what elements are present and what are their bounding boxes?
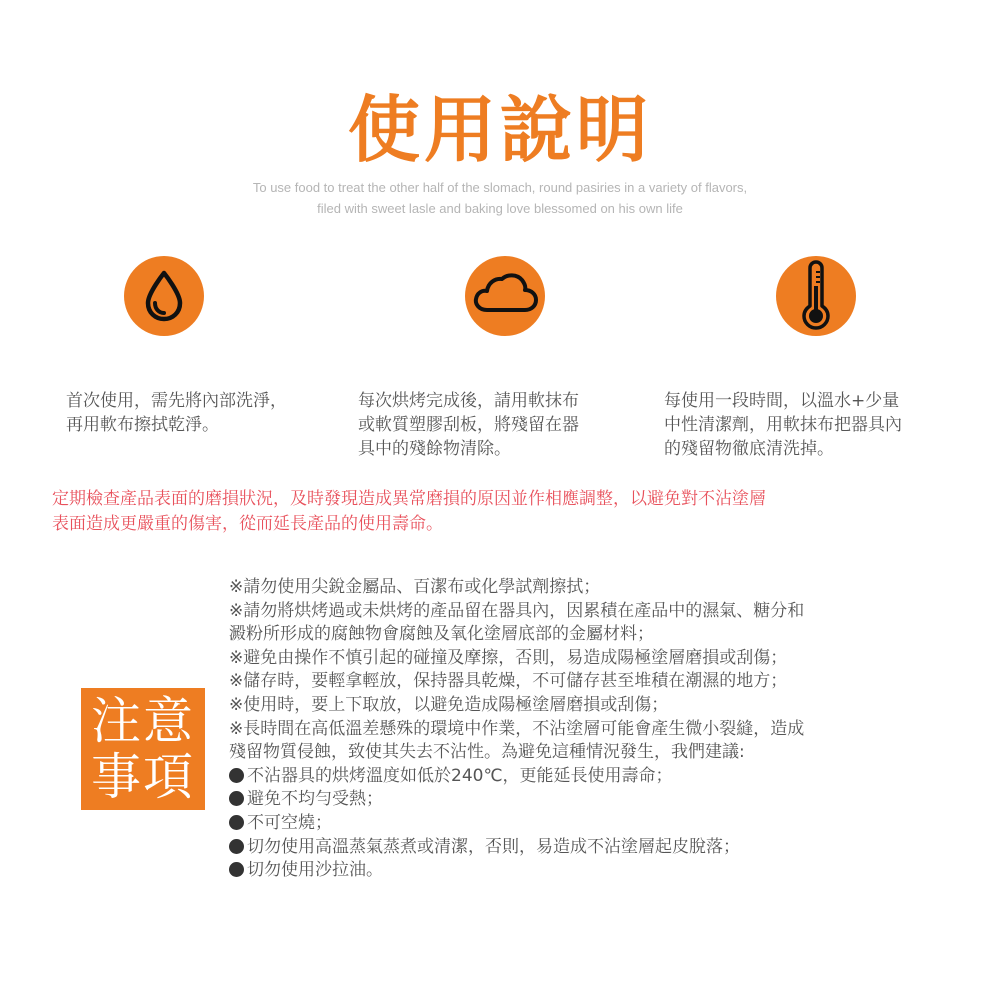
instruction-line: 的殘留物徹底清洗掉。 [664,439,834,459]
instruction-line: 每使用一段時間，以溫水+少量 [664,391,900,411]
bullet-icon [229,815,244,830]
bullet-text: 不沾器具的烘烤溫度如低於240℃，更能延長使用壽命； [247,765,673,786]
instruction-column-1 [66,389,287,437]
bullet-item [229,836,979,860]
notice-line: ※避免由操作不慎引起的碰撞及摩擦，否則，易造成陽極塗層磨損或刮傷； [229,647,788,668]
notice-list [229,576,979,883]
bullet-item [229,788,979,812]
bullet-icon [229,839,244,854]
page-title: 使用說明 [347,88,652,172]
notice-badge-line-1: 注意 [91,692,195,750]
bullet-text: 切勿使用高溫蒸氣蒸煮或清潔，否則，易造成不沾塗層起皮脫落； [247,836,740,857]
subtitle-line-2: filed with sweet lasle and baking love blessomed on his own life [317,201,683,216]
bullet-item [229,812,979,836]
notice-line: 澱粉所形成的腐蝕物會腐蝕及氧化塗層底部的金屬材料； [229,624,654,645]
water-drop-icon [124,256,204,336]
bullet-icon [229,791,244,806]
instruction-line: 中性清潔劑，用軟抹布把器具內 [664,415,902,435]
bullet-text: 不可空燒； [247,812,332,833]
bullet-text: 避免不均勻受熱； [247,789,383,810]
notice-line: ※請勿使用尖銳金屬品、百潔布或化學試劑擦拭； [229,577,601,597]
bullet-icon [229,862,244,877]
instruction-line: 首次使用，需先將內部洗淨， [66,391,287,411]
notice-line: ※長時間在高低溫差懸殊的環境中作業，不沾塗層可能會產生微小裂縫，造成 [229,718,805,739]
instruction-line: 或軟質塑膠刮板，將殘留在器 [358,415,579,435]
bullet-text: 切勿使用沙拉油。 [247,860,383,881]
instruction-line: 再用軟布擦拭乾淨。 [66,415,219,435]
notice-line: ※請勿將烘烤過或未烘烤的產品留在器具內，因累積在產品中的濕氣、糖分和 [229,600,805,621]
notice-line: ※使用時，要上下取放，以避免造成陽極塗層磨損或刮傷； [229,694,669,715]
instruction-column-3 [664,389,902,461]
bullet-icon [229,768,244,783]
subtitle [100,177,900,219]
instruction-column-2 [358,389,579,461]
thermometer-icon [776,256,856,336]
maintenance-warning [52,487,967,537]
cloud-icon [465,256,545,336]
notice-badge [81,688,205,810]
warning-line-2: 表面造成更嚴重的傷害，從而延長產品的使用壽命。 [52,514,443,534]
bullet-item [229,859,979,883]
instruction-line: 具中的殘餘物清除。 [358,439,511,459]
subtitle-line-1: To use food to treat the other half of the slomach, round pasiries in a variety of flavors, [252,180,748,195]
instruction-line: 每次烘烤完成後，請用軟抹布 [358,391,579,411]
notice-line: 殘留物質侵蝕，致使其失去不沾性。為避免這種情況發生，我們建議: [229,742,745,763]
notice-line: ※儲存時，要輕拿輕放，保持器具乾燥，不可儲存甚至堆積在潮濕的地方； [229,671,788,692]
warning-line-1: 定期檢查產品表面的磨損狀況，及時發現造成異常磨損的原因並作相應調整，以避免對不沾塗層 [52,489,766,509]
bullet-item [229,765,979,789]
notice-badge-line-2: 事項 [91,748,195,806]
